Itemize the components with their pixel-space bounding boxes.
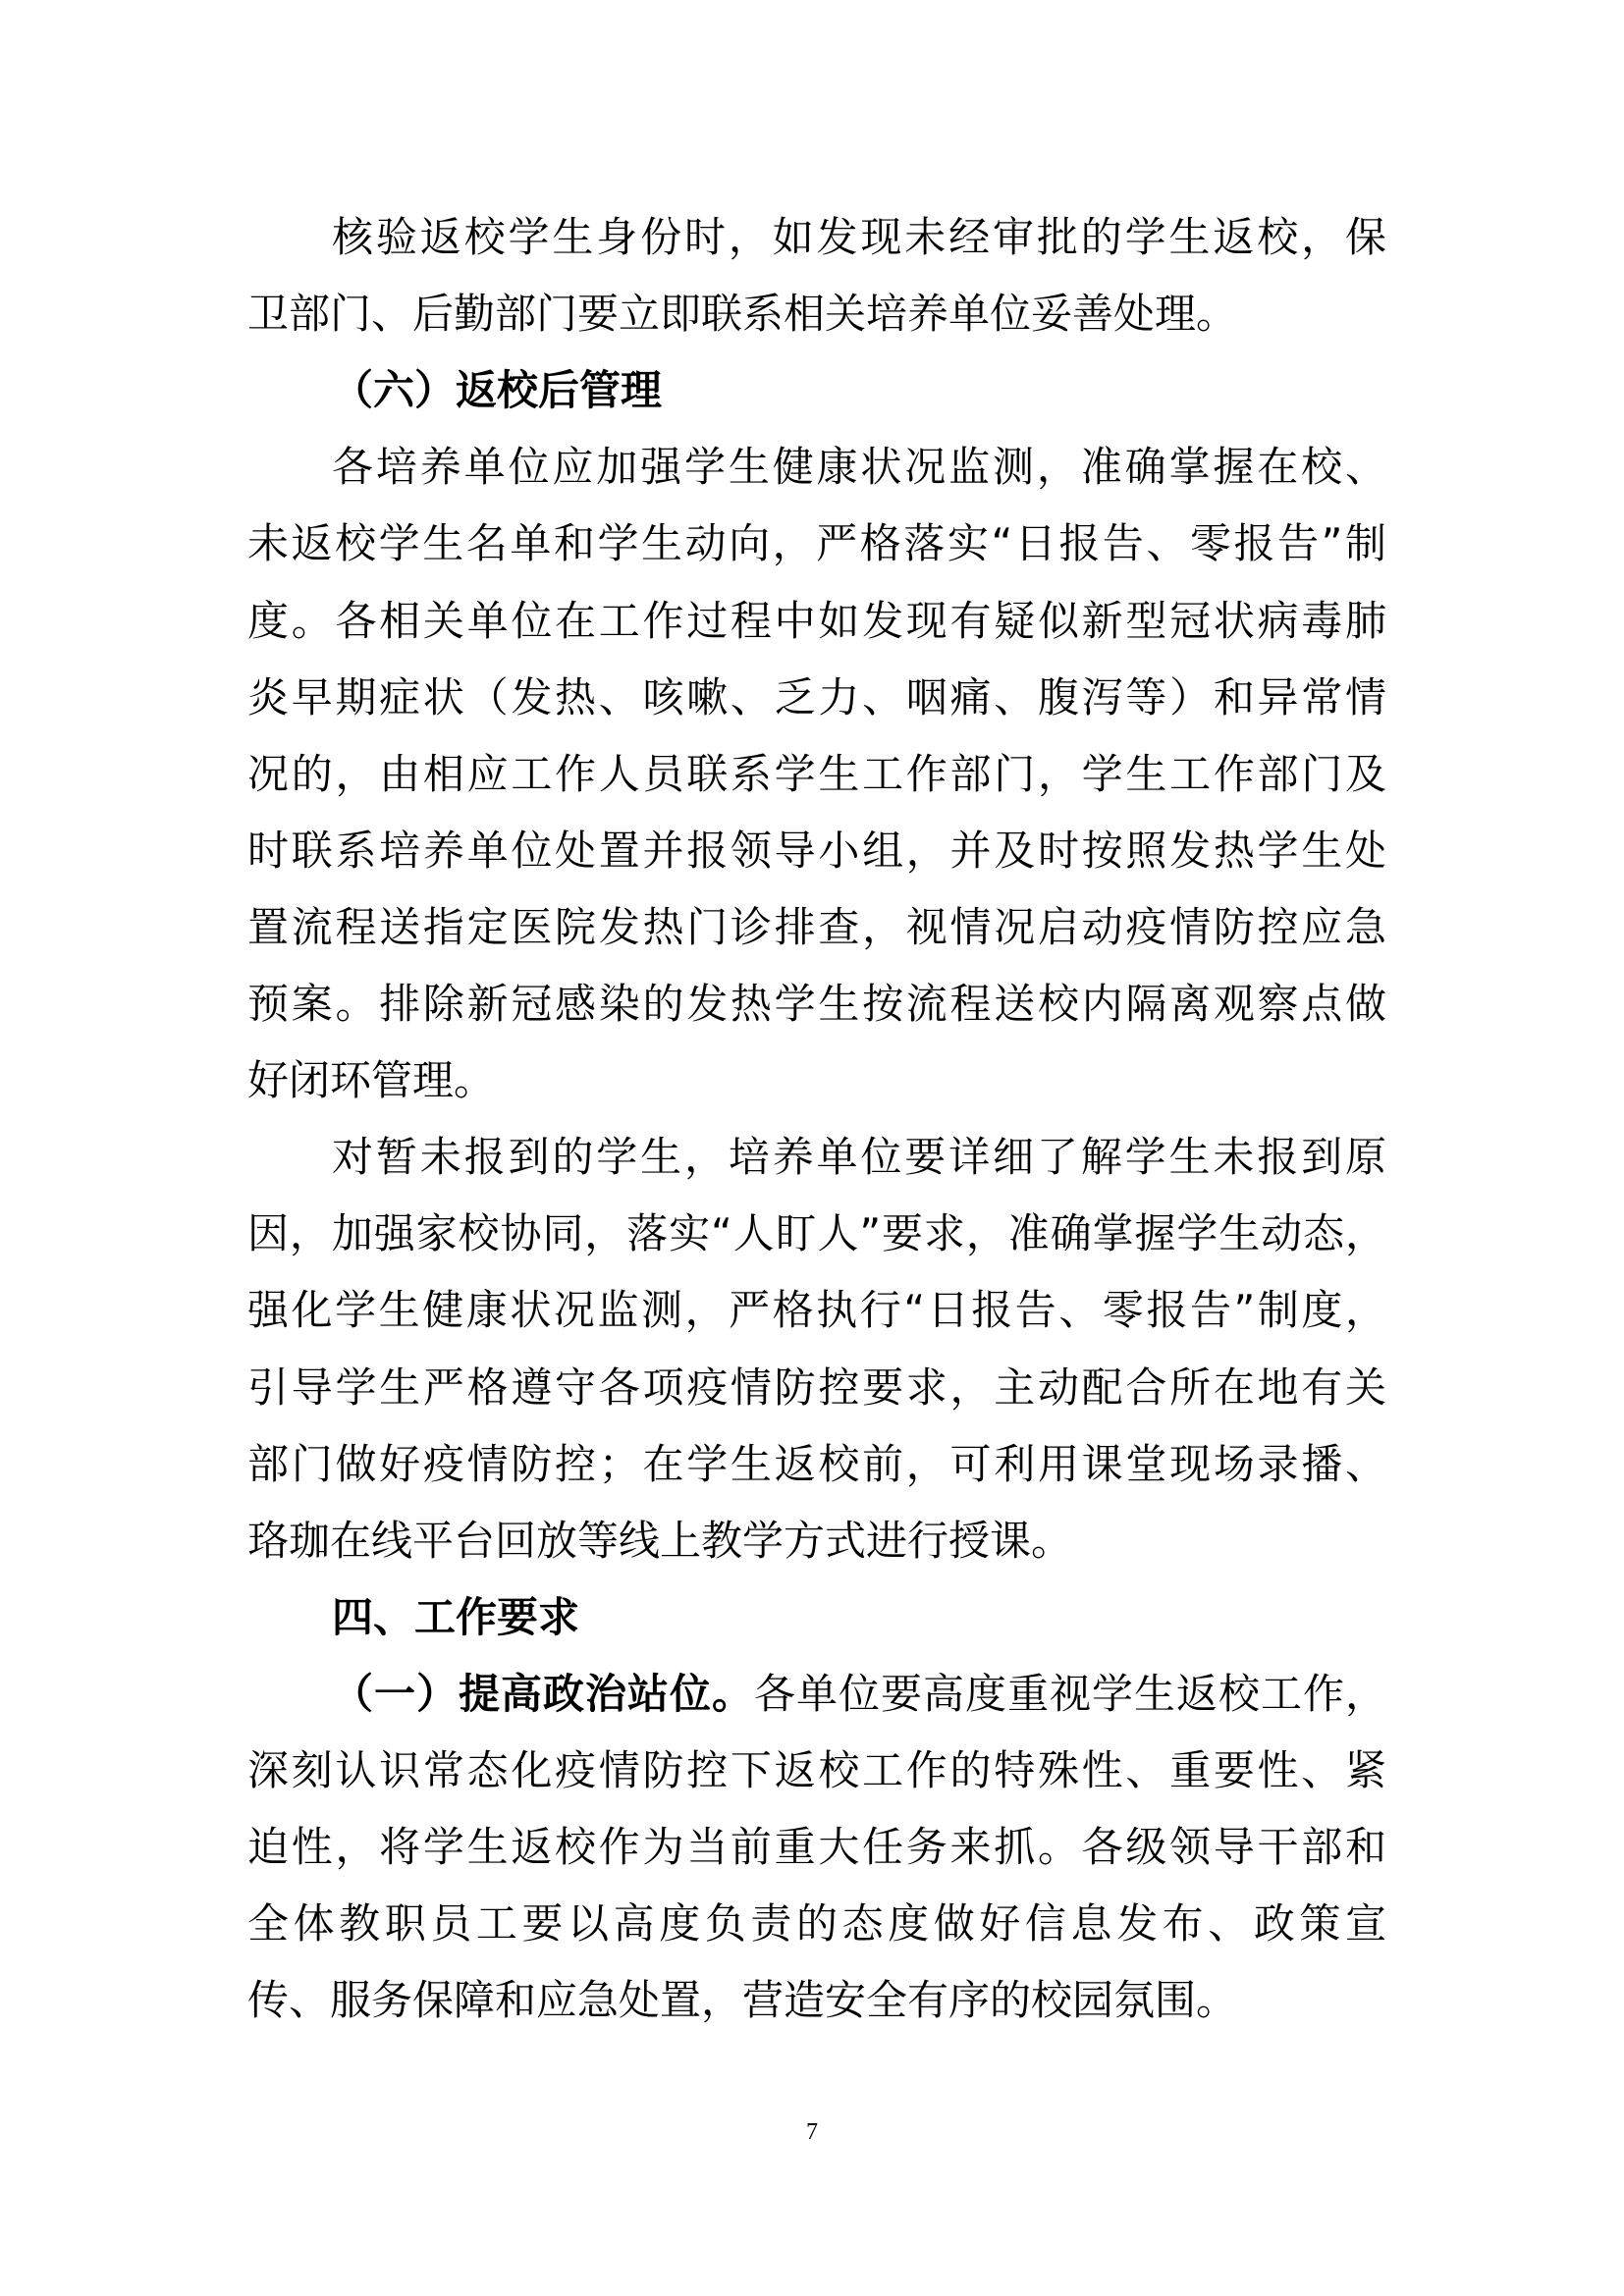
text-line: 好闭环管理。 [247,1056,496,1104]
text-line: 各培养单位应加强学生健康状况监测，准确掌握在校、 [332,443,1386,491]
section-heading: 四、工作要求 [332,1593,580,1641]
text-line: 部门做好疫情防控；在学生返校前，可利用课堂现场录播、 [247,1440,1386,1488]
text-line: 时联系培养单位处置并报领导小组，并及时按照发热学生处 [247,827,1386,875]
text-line: 全体教职员工要以高度负责的态度做好信息发布、政策宣 [247,1899,1386,1948]
text-line: 置流程送指定医院发热门诊排查，视情况启动疫情防控应急 [247,903,1386,951]
text-line: 度。各相关单位在工作过程中如发现有疑似新型冠状病毒肺 [247,597,1386,645]
text-line: 强化学生健康状况监测，严格执行“日报告、零报告”制度， [247,1286,1386,1334]
text-line: 传、服务保障和应急处置，营造安全有序的校园氛围。 [247,1976,1238,2024]
text-line: 珞珈在线平台回放等线上教学方式进行授课。 [247,1517,1073,1565]
text-line: 未返校学生名单和学生动向，严格落实“日报告、零报告”制 [247,519,1386,567]
text-line: 对暂未报到的学生，培养单位要详细了解学生未报到原 [332,1133,1386,1181]
text-line [247,1665,1386,1724]
text-line: 预案。排除新冠感染的发热学生按流程送校内隔离观察点做 [247,980,1386,1028]
text-line: 因，加强家校协同，落实“人盯人”要求，准确掌握学生动态， [247,1209,1386,1257]
text-line: 炎早期症状（发热、咳嗽、乏力、咽痛、腹泻等）和异常情 [247,673,1386,721]
text-line: 迫性，将学生返校作为当前重大任务来抓。各级领导干部和 [247,1823,1386,1871]
text-line: 况的，由相应工作人员联系学生工作部门，学生工作部门及 [247,750,1386,798]
page-number: 7 [806,2119,818,2145]
text-line: 深刻认识常态化疫情防控下返校工作的特殊性、重要性、紧 [247,1746,1386,1794]
text-line: 卫部门、后勤部门要立即联系相关培养单位妥善处理。 [247,290,1238,338]
text-line: 引导学生严格遵守各项疫情防控要求，主动配合所在地有关 [247,1363,1386,1412]
text-line: 核验返校学生身份时，如发现未经审批的学生返校，保 [332,213,1386,261]
section-heading: （六）返校后管理 [332,366,663,414]
inline-heading: （一）提高政治站位。 [332,1670,754,1718]
text-run: 各单位要高度重视学生返校工作， [754,1670,1386,1718]
